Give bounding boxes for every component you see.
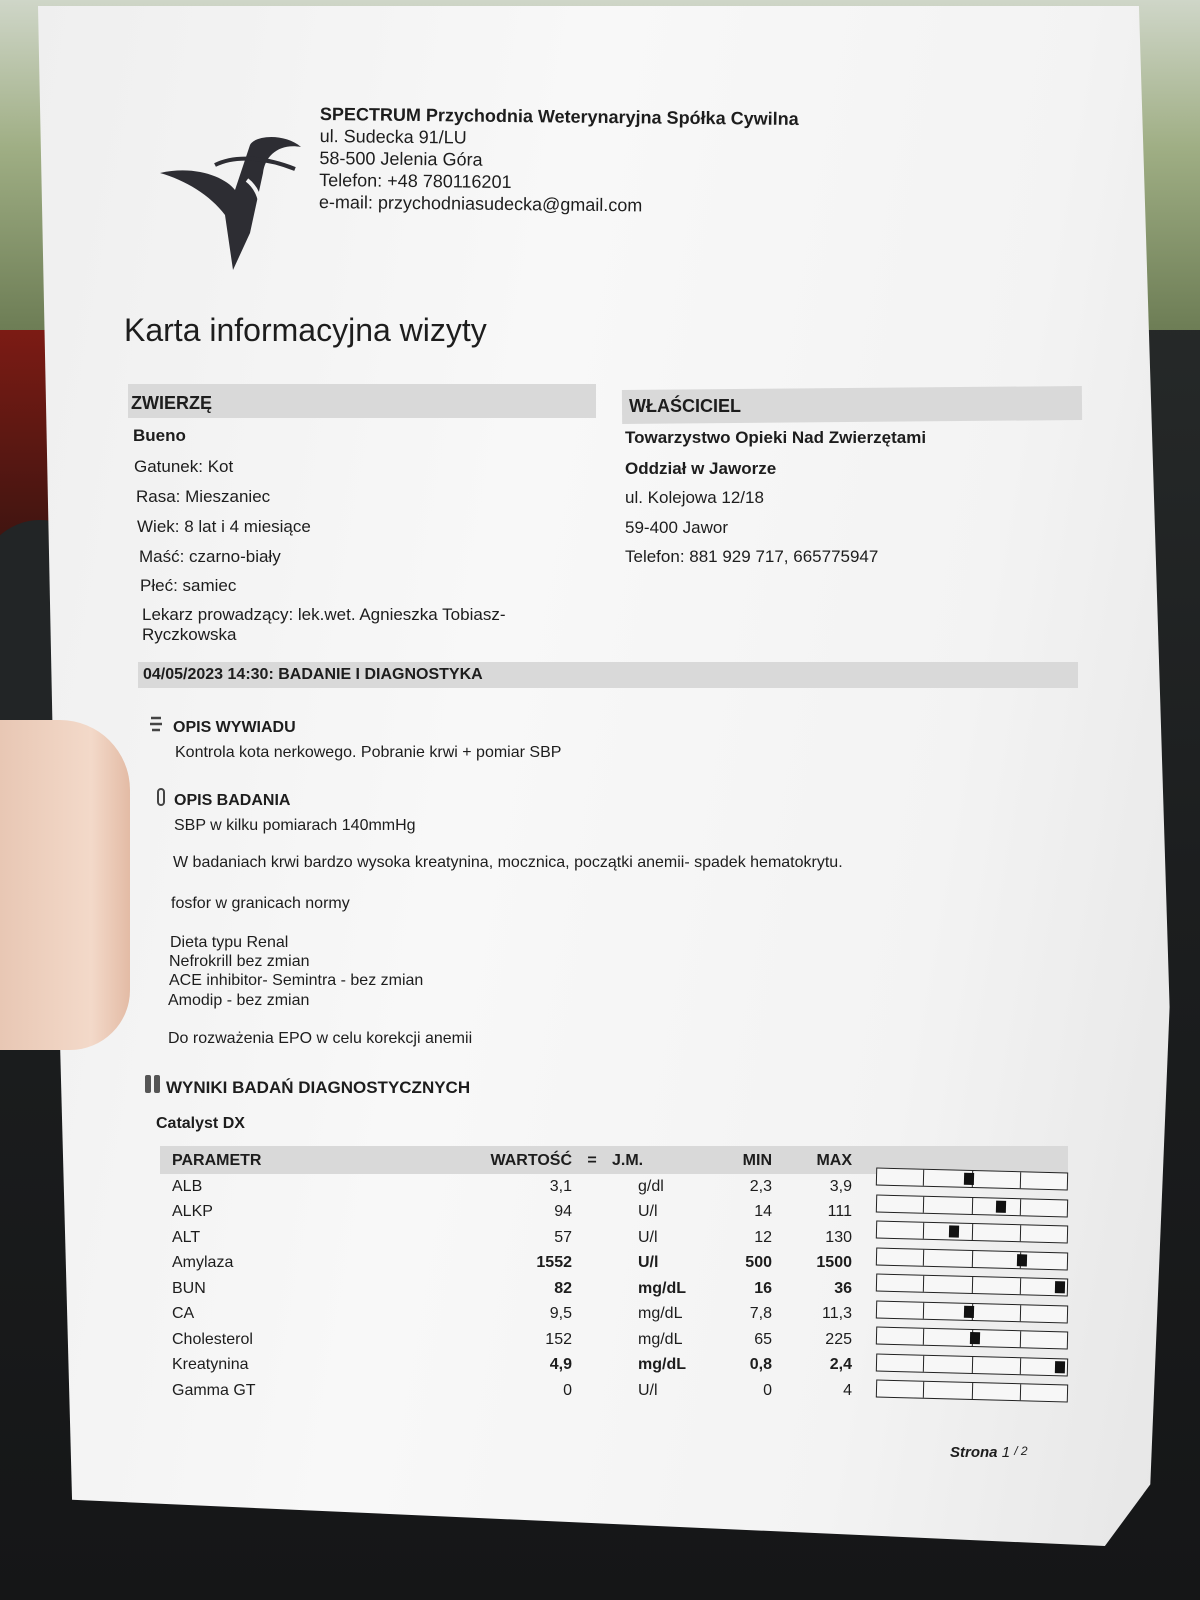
param-max: 1500 [816, 1254, 852, 1272]
device-name: Catalyst DX [156, 1115, 245, 1132]
gauge-divider [972, 1224, 973, 1240]
param-unit: mg/dL [638, 1279, 686, 1297]
gauge-divider [922, 1196, 923, 1212]
clinic-logo-icon [155, 135, 305, 275]
gauge-marker [1055, 1281, 1065, 1293]
param-flag [572, 1251, 612, 1277]
gauge-divider [1019, 1384, 1020, 1400]
results-table [172, 1148, 852, 1404]
param-min: 65 [754, 1330, 772, 1348]
param-unit: mg/dL [638, 1330, 683, 1348]
exam-line: Nefrokrill bez zmian [169, 953, 310, 970]
exam-heading: OPIS BADANIA [174, 792, 291, 809]
param-min: 500 [745, 1254, 772, 1272]
animal-vet [142, 605, 505, 645]
exam-line: W badaniach krwi bardzo wysoka kreatynina, mocznica, początki anemii- spadek hematokrytu. [173, 854, 843, 871]
gauge-marker [964, 1173, 974, 1185]
animal-breed: Rasa: Mieszaniec [136, 487, 271, 506]
param-min: 7,8 [749, 1305, 772, 1323]
visit-heading: 04/05/2023 14:30: BADANIE I DIAGNOSTYKA [143, 666, 483, 683]
animal-name: Bueno [133, 426, 186, 445]
page-total: / 2 [1014, 1444, 1028, 1458]
gauge-divider [1019, 1305, 1020, 1321]
param-name: Gamma GT [172, 1381, 256, 1399]
col-param: PARAMETR [172, 1152, 262, 1169]
owner-address: ul. Kolejowa 12/18 [625, 488, 764, 507]
gauge-marker [970, 1332, 980, 1344]
range-gauge [876, 1273, 1068, 1296]
vet-line-2: Ryczkowska [142, 625, 237, 644]
param-max: 11,3 [822, 1305, 852, 1323]
result-row [172, 1353, 852, 1379]
col-value: WARTOŚĆ [490, 1152, 572, 1169]
col-unit: J.M. [612, 1152, 644, 1169]
gauge-marker [996, 1200, 1006, 1212]
param-flag [572, 1327, 612, 1353]
param-value: 94 [554, 1203, 572, 1221]
gauge-divider [972, 1383, 973, 1399]
gauge-divider [922, 1276, 923, 1292]
clinic-email: e-mail: przychodniasudecka@gmail.com [318, 191, 643, 216]
gauge-marker [964, 1305, 974, 1317]
result-row [172, 1225, 852, 1251]
param-value: 1552 [536, 1254, 572, 1272]
holding-hand [0, 720, 130, 1050]
param-max: 111 [827, 1203, 852, 1221]
gauge-divider [922, 1329, 923, 1345]
param-name: BUN [172, 1279, 206, 1297]
gauge-marker [1055, 1361, 1065, 1373]
param-min: 2,3 [749, 1177, 772, 1195]
param-flag [572, 1276, 612, 1302]
param-unit: mg/dL [638, 1356, 686, 1374]
range-gauge [876, 1247, 1068, 1270]
result-row [172, 1302, 852, 1328]
param-name: Cholesterol [172, 1330, 253, 1348]
param-unit: mg/dL [638, 1305, 683, 1323]
param-value: 82 [554, 1279, 572, 1297]
param-unit: g/dl [638, 1177, 664, 1195]
param-name: ALT [172, 1228, 201, 1246]
param-min: 12 [754, 1228, 772, 1246]
gauge-divider [972, 1357, 973, 1373]
page-number: 1 [1001, 1444, 1011, 1461]
gauge-divider [1019, 1225, 1020, 1241]
param-name: Kreatynina [172, 1356, 249, 1374]
param-max: 130 [825, 1228, 852, 1246]
owner-org: Towarzystwo Opieki Nad Zwierzętami [625, 428, 927, 447]
gauge-divider [972, 1251, 973, 1267]
gauge-divider [922, 1302, 923, 1318]
interview-heading: OPIS WYWIADU [173, 719, 296, 736]
param-name: CA [172, 1305, 195, 1323]
param-name: ALKP [172, 1203, 213, 1221]
exam-line: ACE inhibitor- Semintra - bez zmian [169, 972, 424, 989]
result-row [172, 1276, 852, 1302]
gauge-marker [949, 1225, 959, 1237]
param-unit: U/l [638, 1254, 659, 1272]
param-value: 3,1 [549, 1177, 572, 1195]
param-value: 9,5 [549, 1305, 572, 1323]
param-value: 0 [563, 1381, 572, 1399]
param-min: 0,8 [749, 1356, 772, 1374]
gauge-divider [1019, 1278, 1020, 1294]
col-max: MAX [816, 1152, 852, 1169]
param-name: Amylaza [172, 1254, 234, 1272]
range-gauge [876, 1326, 1068, 1349]
exam-line: SBP w kilku pomiarach 140mmHg [174, 817, 416, 834]
page-title: Karta informacyjna wizyty [124, 312, 487, 348]
owner-phone: Telefon: 881 929 717, 665775947 [625, 547, 879, 566]
exam-line: Do rozważenia EPO w celu korekcji anemii [168, 1030, 473, 1047]
range-gauge [876, 1353, 1068, 1376]
result-row [172, 1174, 852, 1200]
owner-city: 59-400 Jawor [625, 518, 729, 537]
param-name: ALB [172, 1177, 203, 1195]
param-flag [572, 1353, 612, 1379]
lab-tubes-icon [143, 1074, 163, 1096]
clinic-phone: Telefon: +48 780116201 [319, 169, 512, 193]
clinic-header [319, 103, 799, 218]
owner-heading: WŁAŚCICIEL [629, 396, 741, 416]
gauge-divider [922, 1170, 923, 1186]
exam-line: Amodip - bez zmian [168, 992, 310, 1009]
exam-line: fosfor w granicach normy [171, 895, 350, 912]
param-max: 4 [843, 1381, 852, 1399]
interview-text: Kontrola kota nerkowego. Pobranie krwi + pomiar SBP [175, 744, 562, 761]
vet-line-1: Lekarz prowadzący: lek.wet. Agnieszka Tobiasz- [142, 605, 506, 624]
result-row [172, 1327, 852, 1353]
param-flag [572, 1200, 612, 1226]
param-min: 0 [763, 1381, 772, 1399]
range-gauge [876, 1220, 1068, 1243]
param-unit: U/l [638, 1228, 658, 1246]
gauge-divider [1019, 1199, 1020, 1215]
gauge-divider [922, 1223, 923, 1239]
range-gauge [876, 1167, 1068, 1190]
col-min: MIN [742, 1152, 772, 1169]
animal-species: Gatunek: Kot [134, 457, 234, 476]
param-flag [572, 1378, 612, 1404]
exam-line: Dieta typu Renal [170, 934, 289, 951]
param-flag [572, 1225, 612, 1251]
param-max: 36 [834, 1279, 852, 1297]
param-unit: U/l [638, 1203, 658, 1221]
param-unit: U/l [638, 1381, 658, 1399]
range-gauge [876, 1194, 1068, 1217]
param-value: 57 [554, 1228, 572, 1246]
gauge-divider [972, 1198, 973, 1214]
results-heading: WYNIKI BADAŃ DIAGNOSTYCZNYCH [166, 1078, 471, 1097]
exam-icon [156, 788, 166, 808]
results-header-row [172, 1148, 852, 1174]
col-flag: = [587, 1152, 597, 1169]
result-row [172, 1251, 852, 1277]
param-max: 3,9 [829, 1177, 852, 1195]
param-min: 14 [754, 1203, 772, 1221]
param-flag [572, 1302, 612, 1328]
param-value: 152 [545, 1330, 572, 1348]
param-flag [572, 1174, 612, 1200]
interview-icon [148, 716, 164, 736]
clinic-address: ul. Sudecka 91/LU [319, 125, 467, 148]
gauge-marker [1017, 1254, 1027, 1266]
gauge-divider [1019, 1172, 1020, 1188]
param-min: 16 [754, 1279, 772, 1297]
param-max: 225 [825, 1330, 852, 1348]
param-max: 2,4 [829, 1356, 852, 1374]
range-gauges [876, 1170, 1068, 1409]
param-value: 4,9 [549, 1356, 572, 1374]
clinic-name: SPECTRUM Przychodnia Weterynaryjna Spółka Cywilna [319, 103, 799, 130]
page-indicator [950, 1444, 1028, 1461]
owner-branch: Oddział w Jaworze [625, 459, 777, 478]
gauge-divider [922, 1355, 923, 1371]
gauge-divider [1019, 1358, 1020, 1374]
animal-heading: ZWIERZĘ [131, 393, 212, 413]
range-gauge [876, 1300, 1068, 1323]
result-row [172, 1378, 852, 1404]
gauge-divider [922, 1249, 923, 1265]
animal-age: Wiek: 8 lat i 4 miesiące [137, 517, 311, 536]
range-gauge [876, 1379, 1068, 1402]
gauge-divider [972, 1277, 973, 1293]
clinic-city: 58-500 Jelenia Góra [319, 147, 483, 170]
gauge-divider [922, 1382, 923, 1398]
gauge-divider [1019, 1331, 1020, 1347]
page-label: Strona [950, 1444, 998, 1461]
result-row [172, 1200, 852, 1226]
animal-color: Maść: czarno-biały [139, 547, 281, 566]
animal-sex: Płeć: samiec [140, 576, 237, 595]
